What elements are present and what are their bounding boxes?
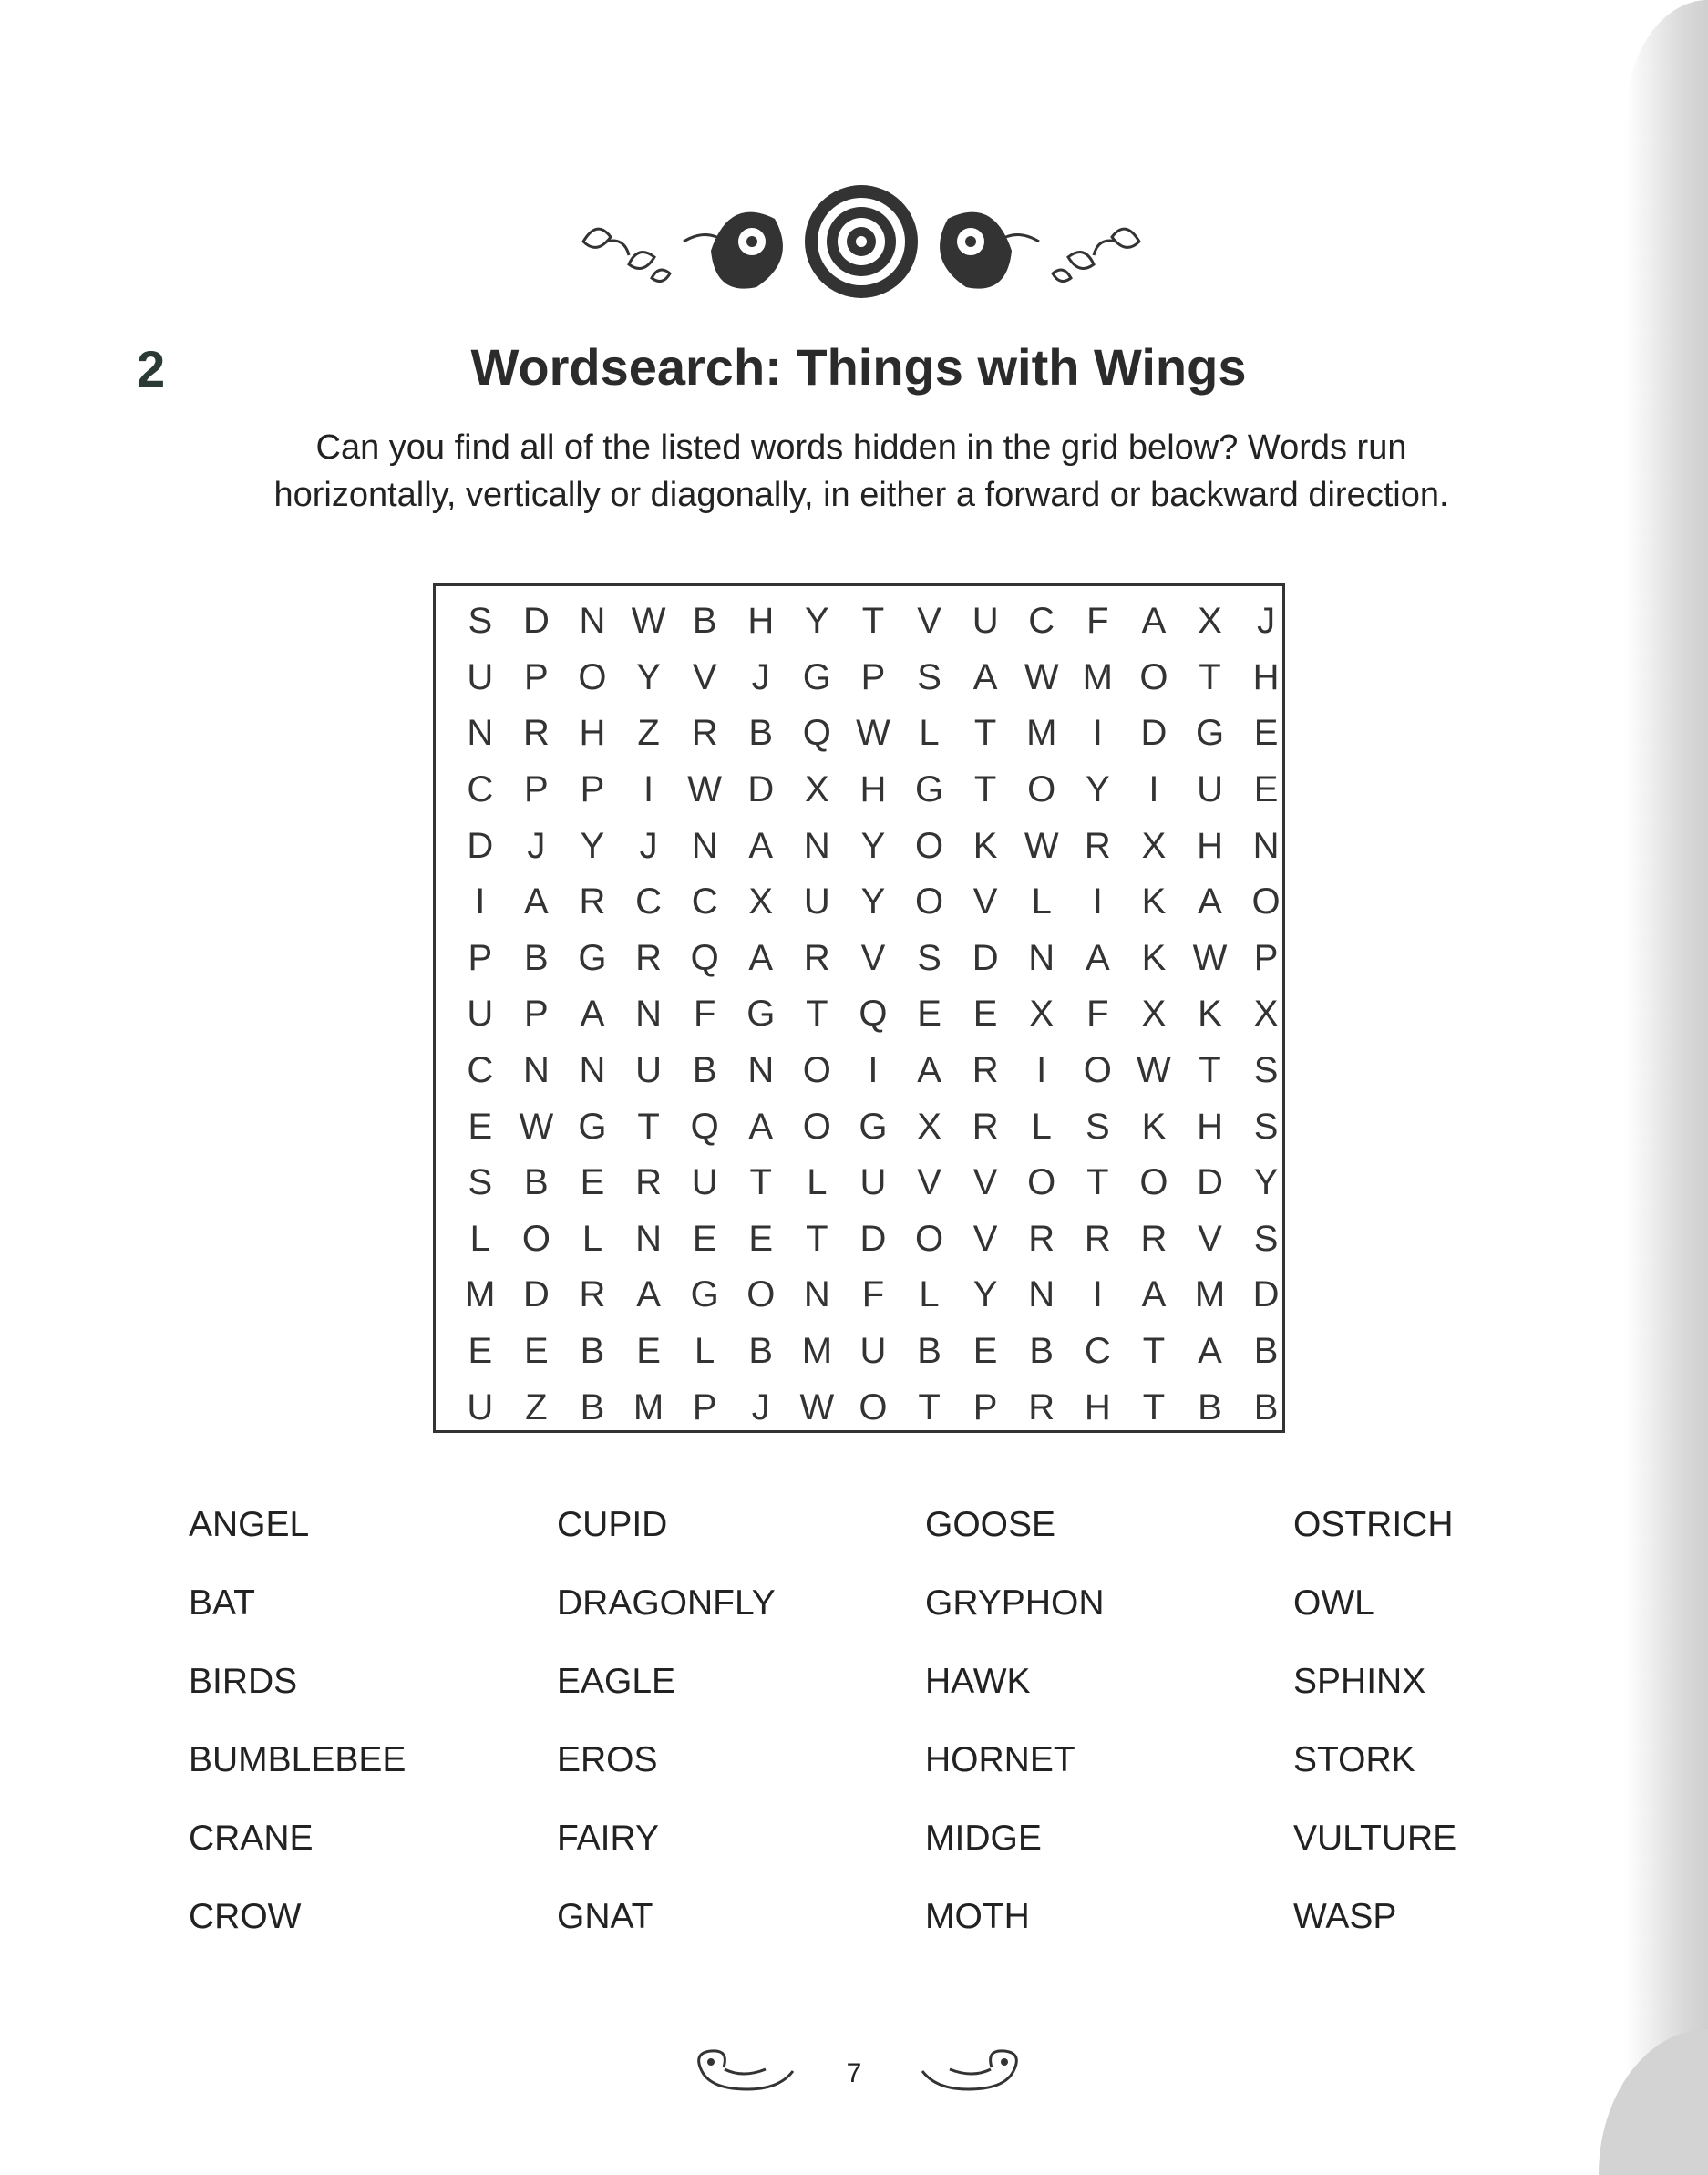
grid-cell: P <box>524 769 549 810</box>
word-list-item: ANGEL <box>189 1505 310 1544</box>
grid-cell: R <box>691 713 718 754</box>
grid-cell: M <box>1026 713 1057 754</box>
word-list-item: WASP <box>1293 1897 1397 1936</box>
word-list-item: STORK <box>1293 1740 1415 1779</box>
grid-cell: A <box>636 1274 661 1315</box>
grid-cell: D <box>1252 1274 1280 1315</box>
grid-cell: E <box>972 994 998 1035</box>
swirl-ornament-right-icon <box>913 2044 1032 2098</box>
grid-cell: O <box>1027 1162 1056 1203</box>
grid-cell: A <box>1198 881 1222 923</box>
grid-cell: M <box>1194 1274 1226 1315</box>
grid-cell: H <box>579 713 606 754</box>
grid-cell: A <box>1085 937 1110 978</box>
grid-cell: N <box>579 1050 606 1091</box>
grid-cell: A <box>748 825 774 866</box>
grid-cell: T <box>973 769 997 810</box>
grid-cell: I <box>1036 1050 1047 1091</box>
grid-cell: S <box>1253 1106 1279 1147</box>
grid-cell: F <box>693 994 716 1035</box>
grid-cell: Y <box>972 1274 998 1315</box>
grid-cell: D <box>467 825 494 866</box>
grid-cell: B <box>580 1331 605 1372</box>
grid-cell: H <box>859 769 887 810</box>
grid-cell: D <box>1197 1162 1223 1203</box>
grid-cell: V <box>692 656 717 697</box>
grid-cell: G <box>914 769 944 810</box>
grid-cell: I <box>868 1050 879 1091</box>
grid-cell: D <box>1140 713 1168 754</box>
grid-cell: T <box>918 1386 941 1428</box>
grid-cell: U <box>803 881 830 923</box>
grid-cell: L <box>1031 881 1052 923</box>
word-list-item: EROS <box>557 1740 658 1779</box>
grid-cell: J <box>639 825 658 866</box>
grid-cell: T <box>806 1218 828 1259</box>
grid-cell: L <box>469 1218 490 1259</box>
word-list-item: DRAGONFLY <box>557 1583 776 1623</box>
grid-cell: L <box>919 713 940 754</box>
grid-cell: R <box>522 713 550 754</box>
grid-cell: A <box>1141 601 1167 642</box>
grid-cell: E <box>1253 713 1279 754</box>
grid-cell: F <box>861 1274 885 1315</box>
grid-cell: L <box>581 1218 603 1259</box>
word-list-item: CUPID <box>557 1505 668 1544</box>
grid-cell: R <box>635 1162 663 1203</box>
word-list-item: EAGLE <box>557 1662 676 1701</box>
grid-cell: P <box>580 769 605 810</box>
word-list-item: OSTRICH <box>1293 1505 1454 1544</box>
grid-cell: X <box>1029 994 1055 1035</box>
grid-cell: F <box>1086 994 1109 1035</box>
grid-cell: K <box>1141 1106 1167 1147</box>
grid-cell: U <box>635 1050 663 1091</box>
grid-cell: I <box>1092 881 1103 923</box>
word-list-item: BAT <box>189 1583 255 1623</box>
grid-cell: N <box>747 1050 775 1091</box>
grid-cell: R <box>1028 1386 1055 1428</box>
grid-cell: S <box>468 601 493 642</box>
word-list-item: SPHINX <box>1293 1662 1426 1701</box>
word-list <box>189 1498 1556 1968</box>
grid-cell: A <box>1198 1331 1222 1372</box>
wordsearch-grid <box>452 593 1294 1436</box>
grid-cell: Y <box>805 601 829 642</box>
grid-cell: Y <box>1085 769 1110 810</box>
grid-cell: I <box>1092 1274 1103 1315</box>
grid-cell: U <box>467 994 494 1035</box>
grid-cell: G <box>578 937 607 978</box>
grid-cell: O <box>1251 881 1281 923</box>
grid-cell: V <box>1198 1218 1222 1259</box>
wordsearch-grid-frame <box>433 583 1285 1433</box>
grid-cell: Y <box>860 825 886 866</box>
grid-cell: U <box>859 1162 887 1203</box>
grid-cell: R <box>972 1050 999 1091</box>
grid-cell: N <box>467 713 494 754</box>
grid-cell: G <box>746 994 776 1035</box>
grid-cell: J <box>751 656 770 697</box>
grid-cell: V <box>917 601 941 642</box>
grid-cell: W <box>1137 1050 1171 1091</box>
grid-cell: O <box>521 1218 550 1259</box>
grid-cell: B <box>524 937 549 978</box>
grid-cell: V <box>972 1162 998 1203</box>
grid-cell: B <box>1253 1386 1279 1428</box>
grid-cell: T <box>973 713 997 754</box>
grid-cell: H <box>1084 1386 1111 1428</box>
grid-cell: N <box>691 825 718 866</box>
grid-cell: R <box>803 937 830 978</box>
word-list-item: CROW <box>189 1897 302 1936</box>
grid-cell: C <box>691 881 718 923</box>
grid-cell: B <box>748 713 774 754</box>
grid-cell: V <box>860 937 886 978</box>
word-list-item: GRYPHON <box>925 1583 1105 1623</box>
grid-cell: X <box>1253 994 1279 1035</box>
grid-cell: G <box>1195 713 1225 754</box>
grid-cell: G <box>802 656 831 697</box>
grid-cell: E <box>580 1162 605 1203</box>
grid-cell: T <box>1086 1162 1109 1203</box>
grid-cell: A <box>1141 1274 1167 1315</box>
grid-cell: C <box>635 881 663 923</box>
grid-cell: U <box>467 656 494 697</box>
grid-cell: B <box>524 1162 549 1203</box>
grid-cell: O <box>1083 1050 1112 1091</box>
grid-cell: D <box>747 769 775 810</box>
grid-cell: T <box>806 994 828 1035</box>
grid-cell: M <box>801 1331 833 1372</box>
grid-cell: R <box>1028 1218 1055 1259</box>
grid-cell: W <box>1024 656 1059 697</box>
word-list-item: FAIRY <box>557 1819 659 1858</box>
grid-cell: Z <box>637 713 660 754</box>
grid-cell: Y <box>636 656 661 697</box>
grid-cell: U <box>467 1386 494 1428</box>
grid-cell: H <box>1197 825 1223 866</box>
grid-cell: B <box>692 1050 717 1091</box>
grid-cell: V <box>972 1218 998 1259</box>
grid-cell: W <box>856 713 890 754</box>
grid-cell: M <box>633 1386 664 1428</box>
grid-cell: E <box>748 1218 774 1259</box>
word-list-item: OWL <box>1293 1583 1374 1623</box>
grid-cell: Y <box>1253 1162 1279 1203</box>
grid-cell: H <box>1197 1106 1223 1147</box>
grid-cell: V <box>917 1162 941 1203</box>
grid-cell: E <box>468 1106 493 1147</box>
grid-cell: B <box>1198 1386 1222 1428</box>
grid-cell: O <box>1139 656 1168 697</box>
grid-cell: T <box>1199 1050 1221 1091</box>
grid-cell: D <box>522 1274 550 1315</box>
grid-cell: O <box>914 1218 944 1259</box>
grid-cell: Z <box>525 1386 548 1428</box>
floral-ornament-icon <box>565 178 1158 305</box>
grid-cell: N <box>1028 937 1055 978</box>
grid-cell: S <box>1253 1050 1279 1091</box>
grid-cell: R <box>1084 1218 1111 1259</box>
grid-cell: O <box>802 1050 831 1091</box>
grid-cell: T <box>1199 656 1221 697</box>
grid-cell: X <box>805 769 829 810</box>
page-number: 7 <box>846 2058 862 2088</box>
grid-cell: X <box>748 881 774 923</box>
grid-cell: E <box>692 1218 717 1259</box>
grid-cell: O <box>578 656 607 697</box>
grid-cell: R <box>972 1106 999 1147</box>
grid-cell: C <box>1084 1331 1111 1372</box>
word-list-item: BUMBLEBEE <box>189 1740 406 1779</box>
grid-cell: C <box>467 1050 494 1091</box>
grid-cell: D <box>522 601 550 642</box>
grid-cell: P <box>860 656 886 697</box>
grid-cell: Q <box>859 994 888 1035</box>
word-list-item: HORNET <box>925 1740 1075 1779</box>
grid-cell: R <box>579 1274 606 1315</box>
word-list-item: BIRDS <box>189 1662 298 1701</box>
grid-cell: O <box>746 1274 776 1315</box>
grid-cell: A <box>580 994 605 1035</box>
grid-cell: N <box>803 1274 830 1315</box>
grid-cell: U <box>972 601 999 642</box>
grid-cell: A <box>524 881 549 923</box>
grid-cell: N <box>579 601 606 642</box>
grid-cell: S <box>917 937 941 978</box>
puzzle-number: 2 <box>137 340 166 397</box>
grid-cell: C <box>1028 601 1055 642</box>
word-list-item: GOOSE <box>925 1505 1056 1544</box>
grid-cell: H <box>1252 656 1280 697</box>
grid-cell: N <box>803 825 830 866</box>
grid-cell: O <box>914 881 944 923</box>
grid-cell: A <box>748 937 774 978</box>
page-corner-shadow <box>1599 2029 1708 2175</box>
grid-cell: F <box>1086 601 1109 642</box>
grid-cell: E <box>972 1331 998 1372</box>
grid-cell: A <box>972 656 998 697</box>
grid-cell: Q <box>690 937 719 978</box>
instructions-line-2: horizontally, vertically or diagonally, in either a forward or backward direction. <box>273 476 1449 514</box>
grid-cell: I <box>1148 769 1159 810</box>
grid-cell: T <box>1142 1386 1166 1428</box>
grid-cell: T <box>749 1162 772 1203</box>
word-list-item: VULTURE <box>1293 1819 1457 1858</box>
grid-cell: J <box>751 1386 770 1428</box>
grid-cell: W <box>1024 825 1059 866</box>
grid-cell: N <box>635 994 663 1035</box>
grid-cell: M <box>1082 656 1113 697</box>
grid-cell: N <box>1028 1274 1055 1315</box>
grid-cell: R <box>1140 1218 1168 1259</box>
grid-cell: L <box>1031 1106 1052 1147</box>
grid-cell: E <box>917 994 941 1035</box>
grid-cell: B <box>1253 1331 1279 1372</box>
grid-cell: K <box>972 825 998 866</box>
grid-cell: B <box>1029 1331 1055 1372</box>
grid-cell: E <box>524 1331 549 1372</box>
grid-cell: R <box>635 937 663 978</box>
grid-cell: W <box>1192 937 1228 978</box>
grid-cell: S <box>468 1162 493 1203</box>
grid-cell: O <box>1027 769 1056 810</box>
grid-cell: Q <box>690 1106 719 1147</box>
instructions <box>182 424 1540 519</box>
grid-cell: K <box>1198 994 1222 1035</box>
grid-cell: A <box>748 1106 774 1147</box>
grid-cell: B <box>917 1331 941 1372</box>
grid-cell: Y <box>580 825 605 866</box>
grid-cell: E <box>636 1331 661 1372</box>
grid-cell: I <box>1092 713 1103 754</box>
grid-cell: A <box>917 1050 941 1091</box>
grid-cell: K <box>1141 881 1167 923</box>
grid-cell: G <box>578 1106 607 1147</box>
grid-cell: P <box>524 994 549 1035</box>
grid-cell: J <box>527 825 546 866</box>
grid-cell: O <box>1139 1162 1168 1203</box>
word-list-item: HAWK <box>925 1662 1031 1701</box>
grid-cell: E <box>468 1331 493 1372</box>
grid-cell: L <box>807 1162 828 1203</box>
grid-cell: Q <box>802 713 831 754</box>
grid-cell: O <box>859 1386 888 1428</box>
grid-cell: P <box>468 937 493 978</box>
grid-cell: W <box>631 601 666 642</box>
grid-cell: U <box>691 1162 718 1203</box>
grid-cell: S <box>1253 1218 1279 1259</box>
grid-cell: P <box>524 656 549 697</box>
grid-cell: J <box>1257 601 1276 642</box>
grid-cell: S <box>917 656 941 697</box>
grid-cell: K <box>1141 937 1167 978</box>
grid-cell: X <box>1198 601 1222 642</box>
grid-cell: W <box>799 1386 835 1428</box>
grid-cell: O <box>914 825 944 866</box>
grid-cell: R <box>1084 825 1111 866</box>
grid-cell: C <box>467 769 494 810</box>
grid-cell: D <box>972 937 999 978</box>
grid-cell: X <box>917 1106 941 1147</box>
grid-cell: M <box>465 1274 496 1315</box>
word-list-item: GNAT <box>557 1897 653 1936</box>
word-list-item: CRANE <box>189 1819 314 1858</box>
grid-cell: N <box>1252 825 1280 866</box>
grid-cell: U <box>1197 769 1223 810</box>
puzzle-title: Wordsearch: Things with Wings <box>470 338 1247 396</box>
grid-cell: B <box>580 1386 605 1428</box>
grid-cell: B <box>692 601 717 642</box>
grid-cell: T <box>861 601 885 642</box>
grid-cell: B <box>748 1331 774 1372</box>
word-list-item: MIDGE <box>925 1819 1042 1858</box>
grid-cell: X <box>1141 825 1167 866</box>
grid-cell: T <box>1142 1331 1166 1372</box>
word-list-item: MOTH <box>925 1897 1030 1936</box>
grid-cell: D <box>859 1218 887 1259</box>
grid-cell: P <box>692 1386 717 1428</box>
grid-cell: S <box>1085 1106 1110 1147</box>
grid-cell: N <box>635 1218 663 1259</box>
grid-cell: R <box>579 881 606 923</box>
grid-cell: G <box>859 1106 888 1147</box>
grid-cell: W <box>519 1106 554 1147</box>
grid-cell: H <box>747 601 775 642</box>
instructions-line-1: Can you find all of the listed words hidden in the grid below? Words run <box>315 428 1407 467</box>
grid-cell: P <box>972 1386 998 1428</box>
grid-cell: V <box>972 881 998 923</box>
grid-cell: E <box>1253 769 1279 810</box>
grid-cell: X <box>1141 994 1167 1035</box>
grid-cell: T <box>637 1106 660 1147</box>
grid-cell: G <box>690 1274 719 1315</box>
grid-cell: O <box>802 1106 831 1147</box>
grid-cell: Y <box>860 881 886 923</box>
grid-cell: I <box>643 769 654 810</box>
grid-cell: P <box>1253 937 1279 978</box>
grid-cell: I <box>475 881 486 923</box>
grid-cell: U <box>859 1331 887 1372</box>
grid-cell: L <box>919 1274 940 1315</box>
grid-cell: L <box>695 1331 715 1372</box>
grid-cell: N <box>522 1050 550 1091</box>
grid-cell: W <box>687 769 723 810</box>
